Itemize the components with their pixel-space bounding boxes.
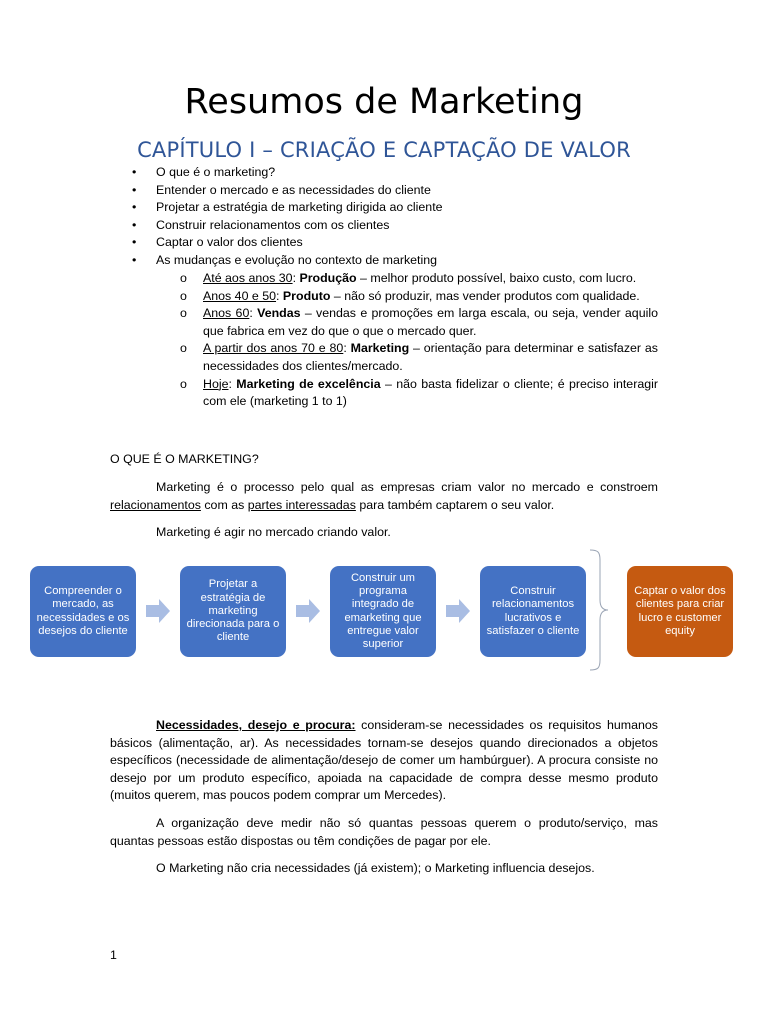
process-step-1: Compreender o mercado, as necessidades e os desejos do cliente	[30, 566, 136, 657]
page-number: 1	[110, 948, 117, 962]
document-title: Resumos de Marketing	[184, 82, 584, 122]
measure-paragraph: A organização deve medir não só quantas pessoas querem o produto/serviço, mas quantas pessoas estão dispostas ou têm condições de pagar por ele.	[110, 816, 658, 848]
process-step-2: Projetar a estratégia de marketing direcionada para o cliente	[180, 566, 286, 657]
arrow-right-icon	[446, 599, 470, 623]
chapter-heading: CAPÍTULO I – CRIAÇÃO E CAPTAÇÃO DE VALOR	[137, 138, 631, 162]
list-item: • Captar o valor dos clientes	[130, 234, 670, 252]
arrow-right-icon	[146, 599, 170, 623]
right-brace-icon	[588, 548, 610, 672]
bullet-icon: •	[132, 200, 137, 215]
circle-bullet-icon: o	[180, 271, 187, 285]
list-item: • O que é o marketing?	[130, 164, 670, 182]
arrow-right-icon	[296, 599, 320, 623]
list-item: o Anos 60: Vendas – vendas e promoções em larga escala, ou seja, vender aquilo que fabrica em vez do que o que o mercado quer.	[180, 306, 658, 338]
definition-paragraph: Marketing é o processo pelo qual as empresas criam valor no mercado e constroem relacionamentos com as partes interessadas para também captarem o seu valor.	[110, 480, 658, 512]
definition-short: Marketing é agir no mercado criando valor.	[156, 525, 391, 539]
partes-interessadas-term: partes interessadas	[247, 497, 356, 512]
process-result: Captar o valor dos clientes para criar lucro e customer equity	[627, 566, 733, 657]
circle-bullet-icon: o	[180, 306, 187, 321]
bullet-icon: •	[132, 235, 137, 250]
circle-bullet-icon: o	[180, 376, 187, 391]
section-heading: O QUE É O MARKETING?	[110, 452, 259, 466]
process-step-3: Construir um programa integrado de emarketing que entregue valor superior	[330, 566, 436, 657]
circle-bullet-icon: o	[180, 341, 187, 356]
list-item: o Anos 40 e 50: Produto – não só produzir, mas vender produtos com qualidade.	[178, 288, 658, 306]
bullet-icon: •	[132, 252, 137, 267]
evolution-list	[178, 270, 658, 411]
list-item: • Entender o mercado e as necessidades do cliente	[130, 182, 670, 200]
bullet-icon: •	[132, 165, 137, 179]
needs-paragraph: Necessidades, desejo e procura: consideram-se necessidades os requisitos humanos básicos (alimentação, ar). As necessidades tornam-se desejos quando direcionados a objetos específicos (necessidade de alimentação/desejo de comer um hambúrguer). A procura consiste no desejo por um produto específico, apoiada na capacidade de compra desse mesmo produto (muitos querem, mas poucos podem comprar um Mercedes).	[110, 718, 658, 803]
bullet-icon: •	[132, 217, 137, 232]
needs-term: Necessidades, desejo e procura:	[156, 718, 356, 732]
topics-list	[130, 164, 670, 270]
list-item: • Projetar a estratégia de marketing dirigida ao cliente	[130, 199, 670, 217]
final-paragraph: O Marketing não cria necessidades (já existem); o Marketing influencia desejos.	[156, 861, 595, 875]
list-item: o Hoje: Marketing de excelência – não basta fidelizar o cliente; é preciso interagir com ele (marketing 1 to 1)	[180, 376, 658, 409]
bullet-icon: •	[132, 182, 137, 197]
list-item: • Construir relacionamentos com os clientes	[130, 217, 670, 235]
list-item: o A partir dos anos 70 e 80: Marketing – orientação para determinar e satisfazer as necessidades dos clientes/mercado.	[180, 341, 658, 373]
process-step-4: Construir relacionamentos lucrativos e satisfazer o cliente	[480, 566, 586, 657]
relacionamentos-term: relacionamentos	[110, 497, 201, 512]
circle-bullet-icon: o	[180, 288, 187, 303]
list-item: o Até aos anos 30: Produção – melhor produto possível, baixo custo, com lucro.	[178, 270, 658, 288]
list-item: • As mudanças e evolução no contexto de marketing	[130, 252, 670, 270]
